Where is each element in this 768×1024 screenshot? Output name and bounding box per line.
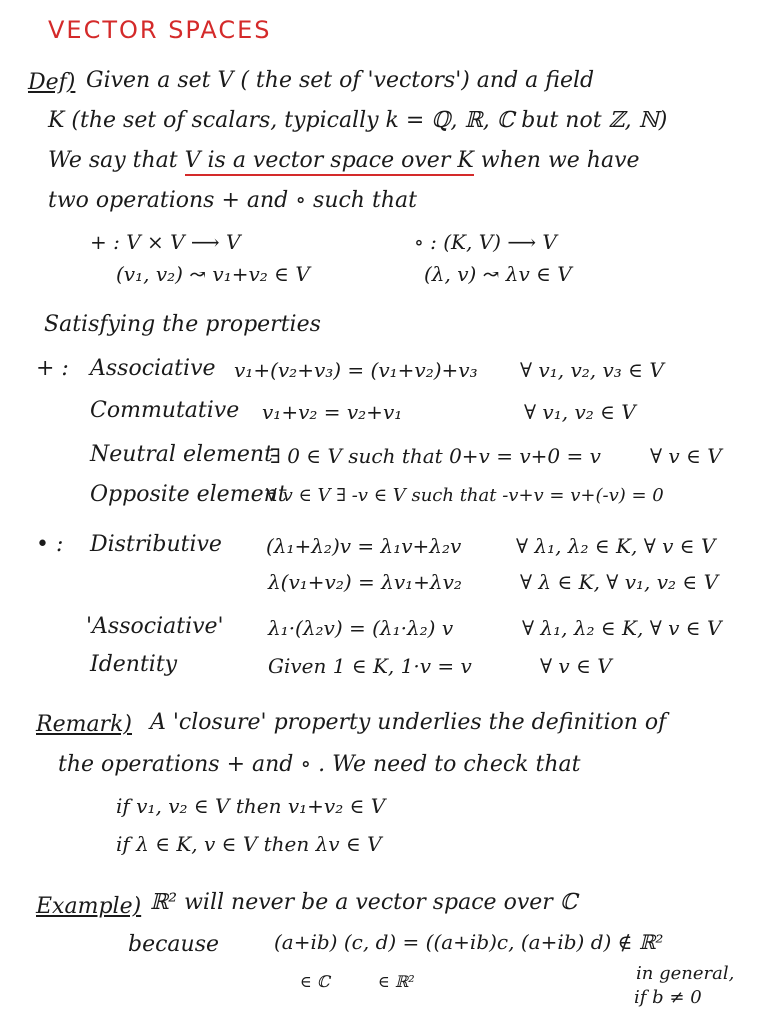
property-name: Neutral element bbox=[90, 442, 273, 467]
property-quantifier: ∀ v₁, v₂, v₃ ∈ V bbox=[520, 358, 664, 382]
property-quantifier: ∀ λ₁, λ₂ ∈ K, ∀ v ∈ V bbox=[522, 616, 722, 640]
property-quantifier: ∀ v ∈ V bbox=[540, 654, 612, 678]
definition-label bbox=[28, 70, 75, 96]
example-because: because bbox=[128, 932, 220, 957]
property-quantifier: ∀ λ ∈ K, ∀ v₁, v₂ ∈ V bbox=[520, 570, 719, 594]
property-name: Distributive bbox=[90, 532, 222, 557]
example-under-2: ∈ ℝ² bbox=[378, 972, 415, 991]
property-quantifier: ∀ v₁, v₂ ∈ V bbox=[524, 400, 636, 424]
definition-label-text: Def) bbox=[28, 70, 76, 95]
property-formula: ∀ v ∈ V ∃ -v ∈ V such that -v+v = v+(-v) = 0 bbox=[266, 485, 664, 506]
property-name: Identity bbox=[90, 652, 178, 677]
property-formula: v₁+v₂ = v₂+v₁ bbox=[262, 400, 403, 424]
op-dot-map: ∘ : (K, V) ⟶ V bbox=[414, 230, 557, 254]
plus-prefix: + : bbox=[36, 356, 69, 381]
page-title: VECTOR SPACES bbox=[48, 16, 272, 44]
example-label bbox=[36, 894, 141, 920]
properties-heading: Satisfying the properties bbox=[44, 312, 321, 337]
property-quantifier: ∀ λ₁, λ₂ ∈ K, ∀ v ∈ V bbox=[516, 534, 716, 558]
property-name: 'Associative' bbox=[86, 614, 224, 639]
dot-prefix: • : bbox=[36, 532, 64, 557]
property-name: Commutative bbox=[90, 398, 240, 423]
op-dot-action: (λ, v) ↝ λv ∈ V bbox=[424, 262, 572, 286]
vector-space-highlight: V is a vector space over K bbox=[185, 148, 474, 176]
remark-line-4: if λ ∈ K, v ∈ V then λv ∈ V bbox=[116, 832, 382, 856]
op-plus-map: + : V × V ⟶ V bbox=[90, 230, 241, 254]
remark-line-3: if v₁, v₂ ∈ V then v₁+v₂ ∈ V bbox=[116, 794, 386, 818]
remark-label-text: Remark) bbox=[36, 712, 132, 737]
definition-line-4: two operations + and ∘ such that bbox=[48, 188, 417, 213]
property-name: Opposite element bbox=[90, 482, 287, 507]
definition-line-2: K (the set of scalars, typically k = ℚ, ℝ, ℂ but not ℤ, ℕ) bbox=[48, 108, 668, 133]
property-quantifier: ∀ v ∈ V bbox=[650, 444, 722, 468]
property-name: Associative bbox=[90, 356, 216, 381]
example-note-1: in general, bbox=[636, 963, 735, 984]
definition-line-3-pre: We say that bbox=[48, 148, 185, 173]
property-formula: Given 1 ∈ K, 1·v = v bbox=[268, 654, 472, 678]
remark-line-2: the operations + and ∘ . We need to check that bbox=[58, 752, 581, 777]
example-label-text: Example) bbox=[36, 894, 142, 919]
example-under-1: ∈ ℂ bbox=[300, 972, 330, 991]
example-line-1: ℝ² will never be a vector space over ℂ bbox=[150, 890, 578, 915]
remark-line-1: A 'closure' property underlies the definition of bbox=[150, 710, 667, 735]
property-formula: ∃ 0 ∈ V such that 0+v = v+0 = v bbox=[270, 444, 601, 468]
op-plus-action: (v₁, v₂) ↝ v₁+v₂ ∈ V bbox=[116, 262, 310, 286]
property-formula: λ(v₁+v₂) = λv₁+λv₂ bbox=[268, 570, 462, 594]
definition-line-3-post: when we have bbox=[473, 148, 640, 173]
definition-line-1: Given a set V ( the set of 'vectors') and a field bbox=[86, 68, 595, 93]
example-note-2: if b ≠ 0 bbox=[634, 987, 702, 1008]
property-formula: v₁+(v₂+v₃) = (v₁+v₂)+v₃ bbox=[234, 358, 478, 382]
property-formula: (λ₁+λ₂)v = λ₁v+λ₂v bbox=[266, 534, 462, 558]
remark-label bbox=[36, 712, 132, 738]
definition-line-3 bbox=[48, 148, 640, 174]
example-formula: (a+ib) (c, d) = ((a+ib)c, (a+ib) d) ∉ ℝ² bbox=[274, 930, 664, 954]
property-formula: λ₁·(λ₂v) = (λ₁·λ₂) v bbox=[268, 616, 454, 640]
